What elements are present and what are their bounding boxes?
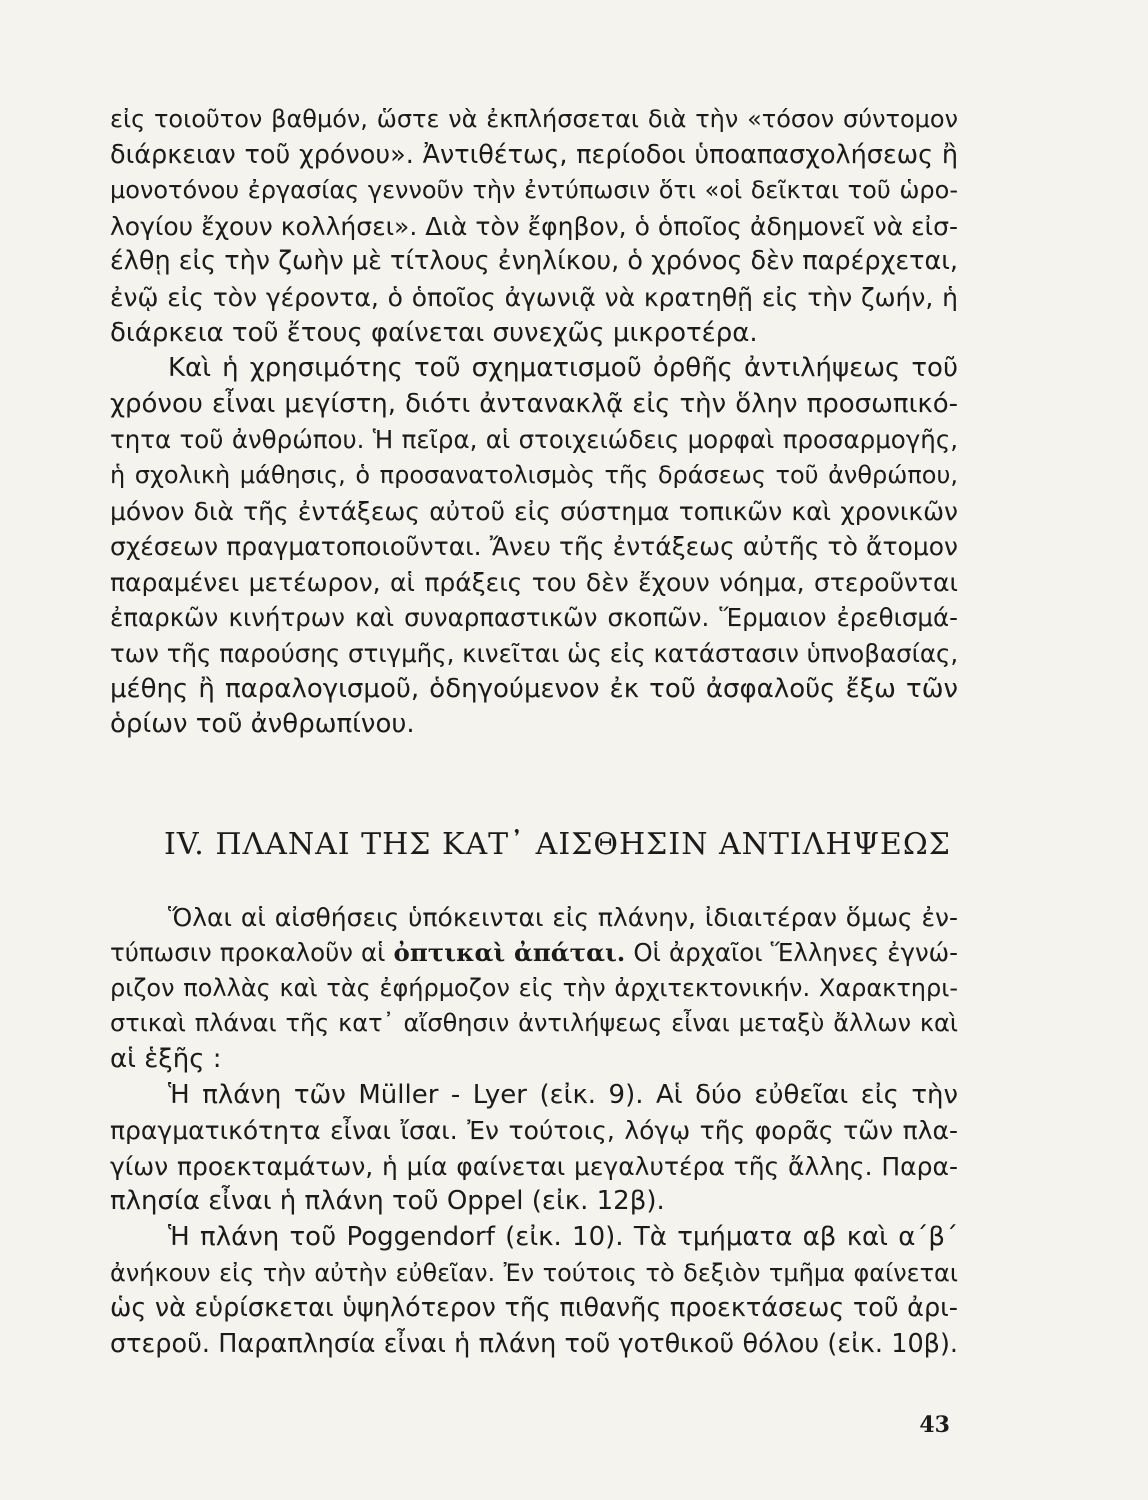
text-line: στικαὶ πλάναι τῆς κατ᾽ αἴσθησιν ἀντιλήψεως εἶναι μεταξὺ ἄλλων καὶ xyxy=(110,1009,958,1038)
text-line: Καὶ ἡ χρησιμότης τοῦ σχηματισμοῦ ὀρθῆς ἀντιλήψεως τοῦ xyxy=(168,353,958,384)
text-line: Ἡ πλάνη τοῦ Poggendorf (εἰκ. 10). Τὰ τμήματα αβ καὶ α΄β΄ xyxy=(168,1222,958,1253)
text-line: Ἡ πλάνη τῶν Müller - Lyer (εἰκ. 9). Αἱ δύο εὐθεῖαι εἰς τὴν xyxy=(168,1079,958,1110)
text-line: μόνον διὰ τῆς ἐντάξεως αὐτοῦ εἰς σύστημα τοπικῶν καὶ χρονικῶν xyxy=(110,496,958,526)
text-line: εἰς τοιοῦτον βαθμόν, ὥστε νὰ ἐκπλήσσεται διὰ τὴν «τόσον σύντομον xyxy=(110,105,958,133)
text-line: ἡ σχολικὴ μάθησις, ὁ προσανατολισμὸς τῆς δράσεως τοῦ ἀνθρώπου, xyxy=(110,460,958,489)
text-line: παραμένει μετέωρον, αἱ πράξεις του δὲν ἔχουν νόημα, στεροῦνται xyxy=(110,567,958,597)
text-segment: τύπωσιν προκαλοῦν αἱ xyxy=(110,938,394,968)
text-segment: Οἱ ἀρχαῖοι Ἕλληνες ἐγνώ- xyxy=(625,938,959,968)
text-line: ὁρίων τοῦ ἀνθρωπίνου. xyxy=(110,709,415,740)
text-line: πλησία εἶναι ἡ πλάνη τοῦ Oppel (εἰκ. 12β). xyxy=(110,1186,665,1217)
text-line: διάρκεια τοῦ ἔτους φαίνεται συνεχῶς μικροτέρα. xyxy=(110,317,758,348)
text-line: ὡς νὰ εὑρίσκεται ὑψηλότερον τῆς πιθανῆς προεκτάσεως τοῦ ἀρι- xyxy=(110,1293,958,1324)
text-line: χρόνου εἶναι μεγίστη, διότι ἀντανακλᾷ εἰς τὴν ὅλην προσωπικό- xyxy=(110,388,958,419)
bold-term: ὀπτικαὶ ἀπάται. xyxy=(393,938,626,968)
text-line: σχέσεων πραγματοποιοῦνται. Ἄνευ τῆς ἐντάξεως αὐτῆς τὸ ἄτομον xyxy=(110,532,958,562)
text-line xyxy=(110,935,958,971)
text-line: των τῆς παρούσης στιγμῆς, κινεῖται ὡς εἰς κατάστασιν ὑπνοβασίας, xyxy=(110,638,959,668)
text-line: ἀνήκουν εἰς τὴν αὐτὴν εὐθεῖαν. Ἐν τούτοις τὸ δεξιὸν τμῆμα φαίνεται xyxy=(110,1258,958,1287)
text-line: ἐνῷ εἰς τὸν γέροντα, ὁ ὁποῖος ἀγωνιᾷ νὰ κρατηθῇ εἰς τὴν ζωήν, ἡ xyxy=(110,282,958,312)
text-line: αἱ ἑξῆς : xyxy=(110,1044,222,1075)
text-line: τητα τοῦ ἀνθρώπου. Ἡ πεῖρα, αἱ στοιχειώδεις μορφαὶ προσαρμογῆς, xyxy=(110,425,958,455)
text-line: μέθης ἢ παραλογισμοῦ, ὁδηγούμενον ἐκ τοῦ ἀσφαλοῦς ἔξω τῶν xyxy=(110,673,958,704)
text-line: μονοτόνου ἐργασίας γεννοῦν τὴν ἐντύπωσιν ὅτι «οἱ δεῖκται τοῦ ὡρο- xyxy=(110,176,958,205)
text-line: έλθῃ εἰς τὴν ζωὴν μὲ τίτλους ἐνηλίκου, ὁ χρόνος δὲν παρέρχεται, xyxy=(110,246,958,277)
text-line: λογίου ἔχουν κολλήσει». Διὰ τὸν ἔφηβον, ὁ ὁποῖος ἀδημονεῖ νὰ εἰσ- xyxy=(110,211,958,241)
text-line: Ὅλαι αἱ αἰσθήσεις ὑπόκεινται εἰς πλάνην, ἰδιαιτέραν ὅμως ἐν- xyxy=(168,902,958,932)
text-line: στεροῦ. Παραπλησία εἶναι ἡ πλάνη τοῦ γοτθικοῦ θόλου (εἰκ. 10β). xyxy=(110,1328,958,1359)
text-line: γίων προεκταμάτων, ἡ μία φαίνεται μεγαλυτέρα τῆς ἄλλης. Παρα- xyxy=(110,1151,958,1181)
text-line: ἐπαρκῶν κινήτρων καὶ συναρπαστικῶν σκοπῶν. Ἕρμαιον ἐρεθισμά- xyxy=(110,603,958,633)
paragraph-2 xyxy=(110,351,958,743)
text-line: διάρκειαν τοῦ χρόνου». Ἀντιθέτως, περίοδοι ὑποαπασχολήσεως ἢ xyxy=(110,139,958,170)
paragraph-3 xyxy=(110,900,958,1078)
paragraph-1 xyxy=(110,102,958,351)
paragraph-5 xyxy=(110,1220,958,1362)
section-heading: IV. ΠΛΑΝΑΙ ΤΗΣ ΚΑΤ᾽ ΑΙΣΘΗΣΙΝ ΑΝΤΙΛΗΨΕΩΣ xyxy=(164,826,951,862)
text-line: πραγματικότητα εἶναι ἴσαι. Ἐν τούτοις, λόγῳ τῆς φορᾶς τῶν πλα- xyxy=(110,1116,958,1146)
text-line: ριζον πολλὰς καὶ τὰς ἐφήρμοζον εἰς τὴν ἀρχιτεκτονικήν. Χαρακτηρι- xyxy=(110,973,958,1002)
page-number: 43 xyxy=(919,1412,950,1438)
paragraph-4 xyxy=(110,1078,958,1220)
